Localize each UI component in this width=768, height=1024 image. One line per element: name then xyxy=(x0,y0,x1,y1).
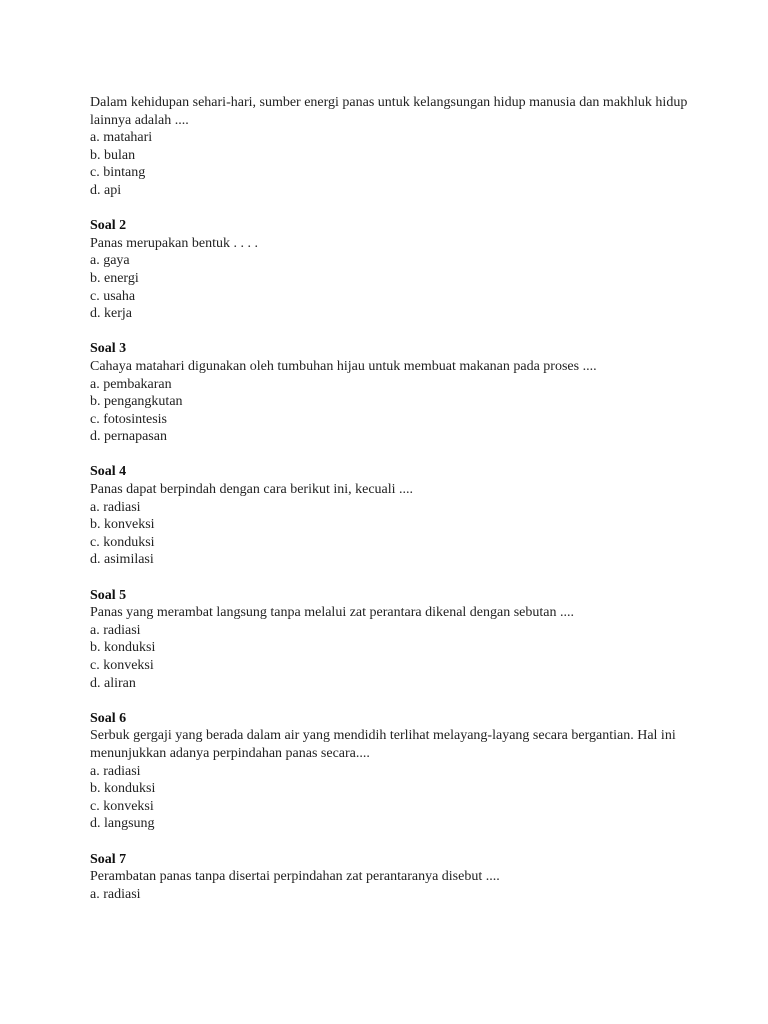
question-text: Perambatan panas tanpa disertai perpindahan zat perantaranya disebut .... xyxy=(90,869,500,885)
option-d: d. aliran xyxy=(90,675,136,691)
option-c: c. bintang xyxy=(90,165,146,181)
question-1 xyxy=(90,94,720,200)
option-d: d. asimilasi xyxy=(90,552,154,568)
option-b: b. energi xyxy=(90,270,139,286)
option-list xyxy=(90,252,720,322)
option-list xyxy=(90,886,720,904)
option-b: b. konduksi xyxy=(90,781,156,797)
option-b: b. bulan xyxy=(90,147,136,163)
question-title: Soal 4 xyxy=(90,464,127,480)
question-text: Panas merupakan bentuk . . . . xyxy=(90,235,258,251)
question-4 xyxy=(90,463,720,569)
question-5 xyxy=(90,587,720,693)
question-text: Dalam kehidupan sehari-hari, sumber energi panas untuk kelangsungan hidup manusia dan makhluk hidup lainnya adalah .... xyxy=(90,95,688,128)
option-c: c. usaha xyxy=(90,288,136,304)
question-title: Soal 7 xyxy=(90,851,127,867)
option-a: a. radiasi xyxy=(90,499,141,515)
option-d: d. api xyxy=(90,182,122,198)
option-d: d. langsung xyxy=(90,816,155,832)
question-3 xyxy=(90,340,720,446)
question-text: Panas dapat berpindah dengan cara berikut ini, kecuali .... xyxy=(90,482,414,498)
option-a: a. radiasi xyxy=(90,886,141,902)
option-c: c. konveksi xyxy=(90,658,154,673)
option-a: a. pembakaran xyxy=(90,376,172,392)
option-d: d. kerja xyxy=(90,306,132,322)
option-list xyxy=(90,499,720,569)
document-page xyxy=(90,94,720,921)
option-list xyxy=(90,129,720,199)
option-d: d. pernapasan xyxy=(90,429,167,445)
question-text: Cahaya matahari digunakan oleh tumbuhan hijau untuk membuat makanan pada proses .... xyxy=(90,358,597,374)
option-a: a. radiasi xyxy=(90,622,141,638)
option-list xyxy=(90,376,720,446)
option-c: c. fotosintesis xyxy=(90,411,167,427)
option-c: c. konduksi xyxy=(90,534,155,550)
option-a: a. matahari xyxy=(90,130,153,146)
option-a: a. radiasi xyxy=(90,763,141,779)
option-list xyxy=(90,622,720,692)
option-b: b. konveksi xyxy=(90,517,155,533)
question-2 xyxy=(90,217,720,323)
question-6 xyxy=(90,710,720,833)
question-title: Soal 5 xyxy=(90,587,127,603)
option-b: b. pengangkutan xyxy=(90,394,183,410)
option-list xyxy=(90,763,720,833)
option-a: a. gaya xyxy=(90,253,130,269)
question-text: Serbuk gergaji yang berada dalam air yang mendidih terlihat melayang-layang secara bergantian. Hal ini menunjukkan adanya perpindahan panas secara.... xyxy=(90,728,676,761)
option-c: c. konveksi xyxy=(90,798,154,814)
question-title: Soal 2 xyxy=(90,218,127,234)
question-title: Soal 6 xyxy=(90,710,127,726)
question-title: Soal 3 xyxy=(90,341,127,357)
option-b: b. konduksi xyxy=(90,640,156,656)
question-7 xyxy=(90,851,720,904)
question-text: Panas yang merambat langsung tanpa melalui zat perantara dikenal dengan sebutan .... xyxy=(90,605,574,621)
